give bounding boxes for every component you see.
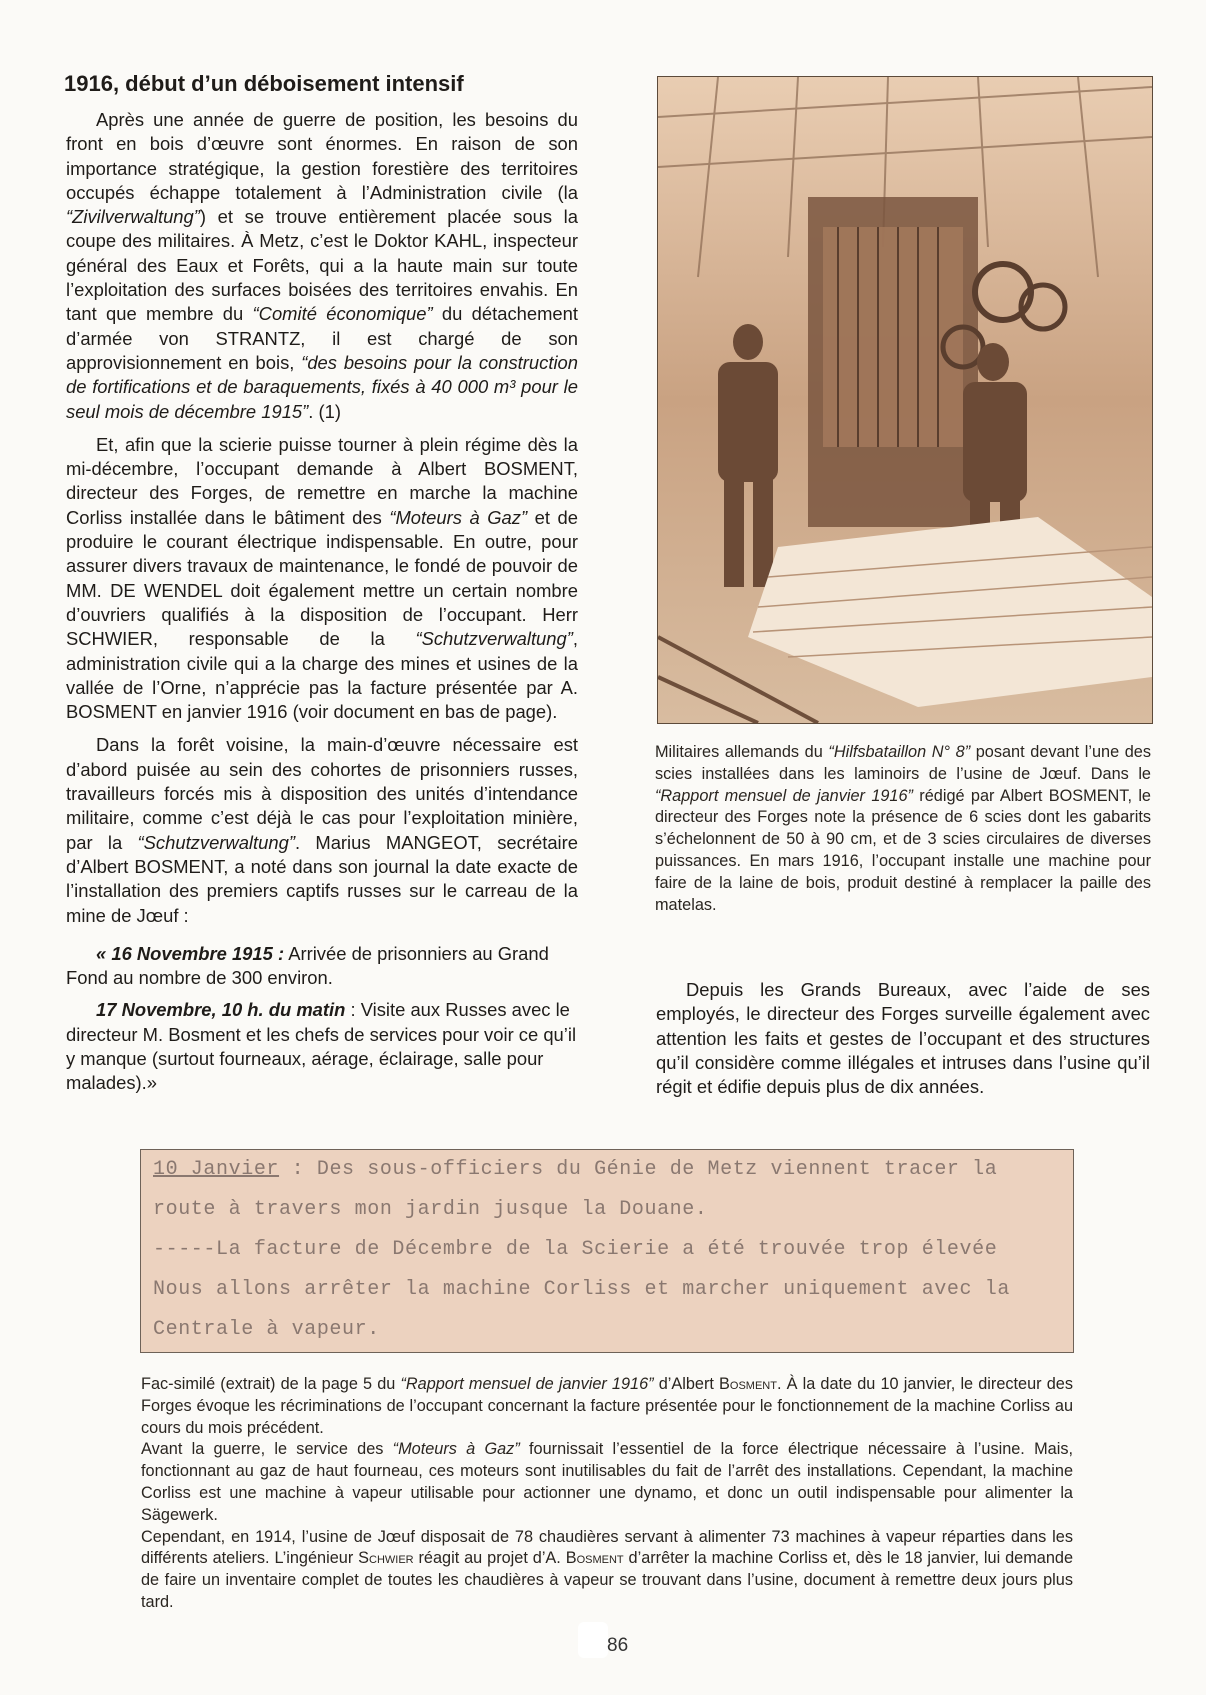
p2-text-c: et de produire le courant électrique indispensable. En outre, pour assurer divers travaux de maintenance, le fondé de pouvoir de MM. DE WENDEL doit également mettre un certain nombre d’ouvriers qualifiés à la disposition de l’occupant. Herr SCHWIER, responsable de la: [66, 506, 579, 650]
caption-hilfsbataillon: “Hilfsbataillon N° 8”: [828, 743, 971, 761]
note-paragraph-2: [141, 1439, 1073, 1526]
quote-2-date: 17 Novembre, 10 h. du matin: [96, 999, 346, 1021]
note-1-rapport: “Rapport mensuel de janvier 1916”: [400, 1375, 654, 1393]
facsimile-line-2: route à travers mon jardin jusque la Douane.: [153, 1198, 708, 1221]
p1-comite: “Comité économique”: [252, 303, 433, 325]
photo-caption: [655, 742, 1151, 916]
right-paragraph: Depuis les Grands Bureaux, avec l’aide de ses employés, le directeur des Forges surveille également avec attention les faits et gestes de l’occupant et des structures qu’il considère comme illégales et intruses dans l’usine qu’il régit et édifie depuis plus de dix années.: [656, 979, 1150, 1098]
caption-e: rédigé par Albert BOSMENT, le directeur des Forges note la présence de 6 scies dont les gabarits s’échelonnent de 50 à 90 cm, et de 3 scies circulaires de diverses puissances. En mars 1916, l’occupant installe une machine pour faire de la laine de bois, produit destiné à remplacer la paille des matelas.: [655, 786, 1151, 914]
note-paragraph-3: [141, 1527, 1073, 1614]
caption-c: posant devant l’une des scies installées dans les laminoirs de l’usine de Jœuf. Dans le: [655, 743, 1152, 783]
facsimile-note: [141, 1374, 1073, 1614]
facsimile-line-5: Centrale à vapeur.: [153, 1318, 380, 1341]
facsimile-excerpt: [140, 1149, 1074, 1353]
note-3-e: d’arrêter la machine Corliss et, dès le 18 janvier, lui demande de faire un inventaire complet de toutes les chaudières à vapeur se trouvant dans l’usine, document à remettre deux jours plus tard.: [141, 1549, 1073, 1611]
sawmill-photo: [657, 76, 1153, 724]
journal-quote-1: [66, 942, 578, 991]
note-3-c: réagit au projet d’A.: [413, 1549, 566, 1568]
note-2-c: fournissait l’essentiel de la force électrique nécessaire à l’usine. Mais, fonctionnant au gaz de haut fourneau, ces moteurs sont inutilisables du fait de l’arrêt des installations. Cependant, la machine Corliss est une machine à vapeur utilisable pour actionner une dynamo, et donc un outil indispensable pour alimenter la Sägewerk.: [141, 1440, 1073, 1524]
note-1-bosment: Bosment: [719, 1375, 777, 1393]
journal-quote-2: [66, 998, 578, 1095]
p3-text-a: Dans la forêt voisine, la main-d’œuvre nécessaire est d’abord puisée au sein des cohortes de prisonniers russes, travailleurs forcés mis à disposition des unités d’intendance militaire, comme c’est déjà le cas pour l’exploitation minière, par la: [66, 734, 578, 853]
paragraph-2: [66, 433, 578, 725]
quote-1-date: « 16 Novembre 1915 :: [96, 942, 285, 964]
p3-schutzverwaltung: “Schutzverwaltung”: [137, 831, 295, 853]
p1-quote: “des besoins pour la construction de fortifications et de baraquements, fixés à 40 000 m³ pour le seul mois de décembre 1915”: [66, 351, 578, 422]
note-3-schwier: Schwier: [358, 1549, 414, 1568]
sawmill-photo-illustration: [658, 77, 1152, 723]
note-2-moteurs: “Moteurs à Gaz”: [392, 1440, 520, 1459]
note-2-a: Avant la guerre, le service des: [141, 1440, 393, 1459]
section-heading: 1916, début d’un déboisement intensif: [64, 71, 464, 96]
page-number: 86: [607, 1635, 629, 1656]
quote-1-text: Arrivée de prisonniers au Grand Fond au nombre de 300 environ.: [66, 942, 549, 989]
p3-text-c: . Marius MANGEOT, secrétaire d’Albert BOSMENT, a noté dans son journal la date exacte de l’installation des premiers captifs russes sur le carreau de la mine de Jœuf :: [66, 831, 578, 926]
note-paragraph-1: [141, 1374, 1073, 1439]
facsimile-line-3: -----La facture de Décembre de la Scierie a été trouvée trop élevée: [153, 1238, 998, 1261]
caption-a: Militaires allemands du: [655, 743, 829, 761]
note-1-a: Fac-similé (extrait) de la page 5 du: [141, 1375, 401, 1393]
facsimile-line-1-text: : Des sous-officiers du Génie de Metz viennent tracer la: [279, 1158, 998, 1181]
p2-moteurs: “Moteurs à Gaz”: [389, 506, 528, 528]
p2-schutzverwaltung: “Schutzverwaltung”: [415, 628, 573, 650]
facsimile-date: 10 Janvier: [153, 1158, 280, 1181]
p1-text-a: Après une année de guerre de position, les besoins du front en bois d’œuvre sont énormes. En raison de son importance stratégique, la gestion forestière des territoires occupés échappe totalement à l’Administration civile (la: [66, 109, 578, 203]
facsimile-line-1: [153, 1158, 997, 1181]
paper-smudge: [578, 1622, 608, 1658]
p1-text-e: du détachement d’armée von STRANTZ, il est chargé de son approvisionnement en bois,: [66, 303, 579, 373]
p2-text-e: , administration civile qui a la charge des mines et usines de la vallée de l’Orne, n’apprécie pas la facture présentée par A. BOSMENT en janvier 1916 (voir document en bas de page).: [66, 628, 578, 723]
note-3-a: Cependant, en 1914, l’usine de Jœuf disposait de 78 chaudières servant à alimenter 73 machines à vapeur réparties dans les différents ateliers. L’ingénieur: [141, 1527, 1073, 1568]
caption-rapport: “Rapport mensuel de janvier 1916”: [655, 786, 913, 805]
quote-2-text: : Visite aux Russes avec le directeur M. Bosment et les chefs de services pour voir ce qu’il y manque (surtout fourneaux, aérage, éclairage, salle pour malades).»: [66, 999, 577, 1094]
paragraph-1: [66, 108, 578, 424]
note-1-c: d’Albert: [653, 1375, 720, 1393]
note-1-e: . À la date du 10 janvier, le directeur des Forges évoque les récriminations de l’occupant concernant la facture présentée pour le fonctionnement de la machine Corliss au cours du mois précédent.: [141, 1375, 1073, 1437]
p2-text-a: Et, afin que la scierie puisse tourner à plein régime dès la mi-décembre, l’occupant demande à Albert BOSMENT, directeur des Forges, de remettre en marche la machine Corliss installée dans le bâtiment des: [66, 433, 578, 528]
paragraph-3: [66, 733, 578, 927]
p1-text-c: ) et se trouve entièrement placée sous la coupe des militaires. À Metz, c’est le Doktor KAHL, inspecteur général des Eaux et Forêts, qui a la haute main sur toute l’exploitation des surfaces boisées des territoires envahis. En tant que membre du: [66, 206, 578, 325]
facsimile-line-4: Nous allons arrêter la machine Corliss et marcher uniquement avec la: [153, 1278, 1010, 1301]
left-column: [66, 70, 578, 1104]
p1-zivilverwaltung: “Zivilverwaltung”: [66, 206, 200, 228]
note-3-bosment: Bosment: [565, 1549, 624, 1568]
p1-text-g: . (1): [308, 400, 341, 422]
